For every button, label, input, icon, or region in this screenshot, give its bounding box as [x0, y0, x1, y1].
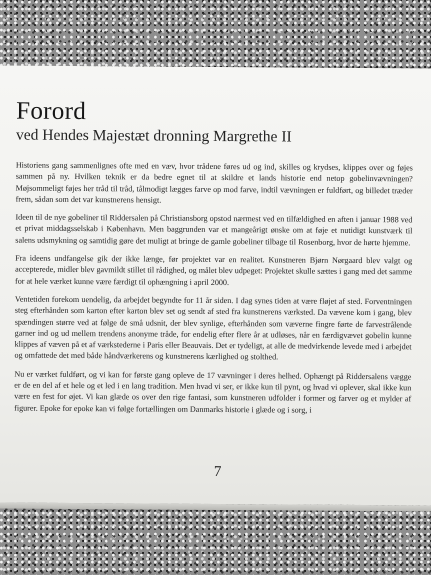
- book-page: [0, 65, 431, 505]
- paragraph: Historiens gang sammenlignes ofte med en væv, hvor trådene føres ud og ind, skilles og krydses, klippes over og føjes sammen på ny. Hvilken teknik er da bedre egnet til at skildre et lands historie end netop gobelinvævningen? Møjsommeligt føjes her tråd til tråd, tålmodigt lægges farve op mod farve, indtil vævningen er fuldført, og billedet træder frem, sådan som det var kunstnerens hensigt.: [15, 160, 413, 205]
- paragraph: Fra ideens undfangelse gik der ikke længe, før projektet var en realitet. Kunstneren Bjørn Nørgaard blev valgt og accepterede, midler blev gavmildt stillet til rådighed, og målet blev udpeget: Projektet skulle sættes i gang med det samme for at hele værket kunne være færdigt til ophængning i april 2000.: [14, 253, 413, 287]
- page-subtitle: ved Hendes Majestæt dronning Margrethe II: [15, 126, 292, 146]
- paragraph: Nu er værket fuldført, og vi kan for første gang opleve de 17 vævninger i deres helhed. Ophængt på Riddersalens vægge er de en del af et hele og et led i en lang tradition. Men hvad vi ser, er ikke kun til pynt, og hvad vi oplever, skal ikke kun være en fest for øjet. Vi kan glæde os over den rige fantasi, som kunstneren udfolder i former og farver og et mylder af figurer. Epoke for epoke kan vi følge fortællingen om Danmarks historie i glæde og i sorg, i: [14, 369, 412, 415]
- page-number: 7: [213, 463, 222, 481]
- page-content: [14, 99, 413, 424]
- body-text: [14, 160, 413, 417]
- page-title: Forord: [16, 97, 87, 126]
- paragraph: Ventetiden forekom uendelig, da arbejdet begyndte for 11 år siden. I dag synes tiden at være fløjet af sted. Forventningen steg efterhånden som karton efter karton blev set og sendt af sted fra kunstnerens værksted. Da vævene kom i gang, blev spændingen større ved at følge de små udsnit, der blev synlige, efterhånden som væverne fingre førte de farvestrålende garner ind og ud mellem trendens anonyme tråde, for endelig efter flere år at udløses, når en færdigvævet gobelin kunne klippes af væven på et af værkstederne i Paris eller Beauvais. Det er tydeligt, at alle de medvirkende levede med i arbejdet og omfattede det med både håndværkerens og kunstnerens kærlighed og stolthed.: [14, 294, 412, 362]
- paragraph: Ideen til de nye gobeliner til Riddersalen på Christiansborg opstod nærmest ved en tilfældighed en aften i januar 1988 ved et privat middagsselskab i København. Men baggrunden var et mangeårigt ønske om at føje et nutidigt kunstværk til salens udsmykning og samtidig gøre det muligt at bringe de gamle gobeliner tilbage til Rosenborg, hvor de hørte hjemme.: [15, 212, 413, 248]
